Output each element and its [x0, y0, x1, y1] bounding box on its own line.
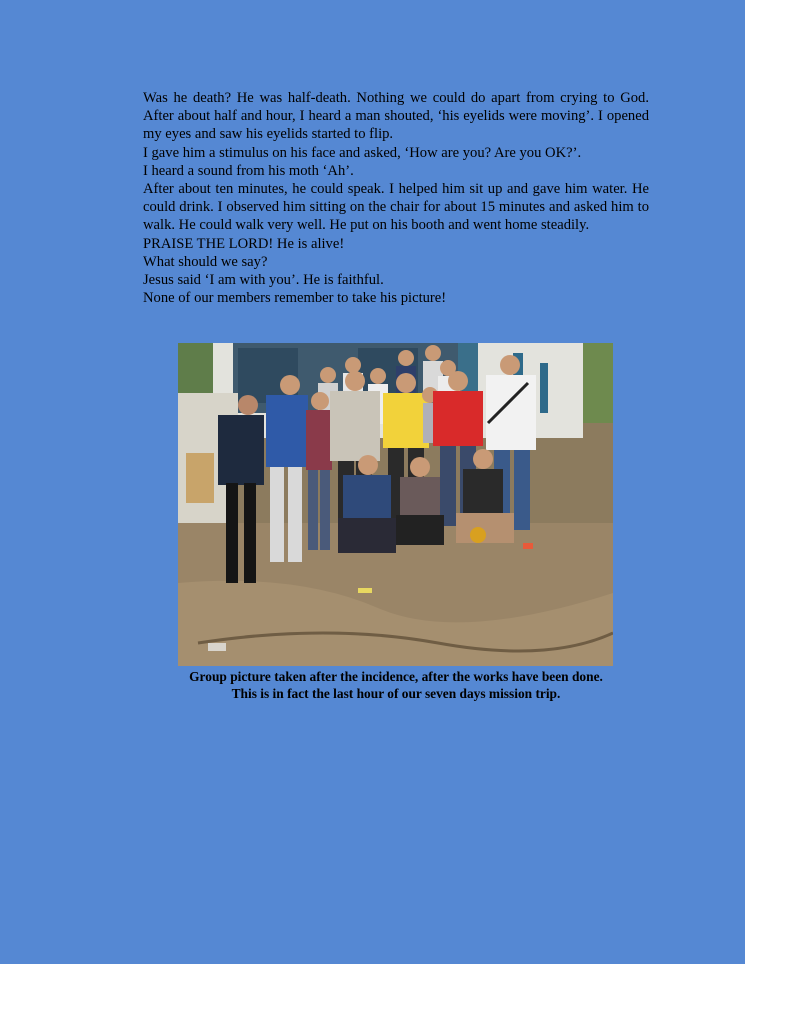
paragraph: Was he death? He was half-death. Nothing we could do apart from crying to God. After about half and hour, I heard a man shouted, ‘his eyelids were moving’. I opened my eyes and saw his eyelids started to flip.	[143, 90, 649, 143]
paragraph: None of our members remember to take his picture!	[143, 290, 447, 307]
caption-line: This is in fact the last hour of our seven days mission trip.	[231, 686, 561, 701]
caption-line: Group picture taken after the incidence, after the works have been done.	[189, 669, 603, 684]
paragraph: After about ten minutes, he could speak. I helped him sit up and gave him water. He could drink. I observed him sitting on the chair for about 15 minutes and asked him to walk. He could walk very well. He put on his booth and went home steadily.	[143, 181, 649, 234]
paragraph: What should we say?	[143, 253, 268, 270]
photo-caption	[143, 668, 649, 702]
paragraph: Jesus said ‘I am with you’. He is faithful.	[143, 272, 384, 289]
paragraph: I gave him a stimulus on his face and asked, ‘How are you? Are you OK?’.	[143, 144, 582, 161]
paragraph: PRAISE THE LORD! He is alive!	[143, 235, 345, 252]
paragraph: I heard a sound from his moth ‘Ah’.	[143, 162, 354, 179]
group-photo	[178, 343, 613, 666]
body-text	[143, 89, 649, 307]
